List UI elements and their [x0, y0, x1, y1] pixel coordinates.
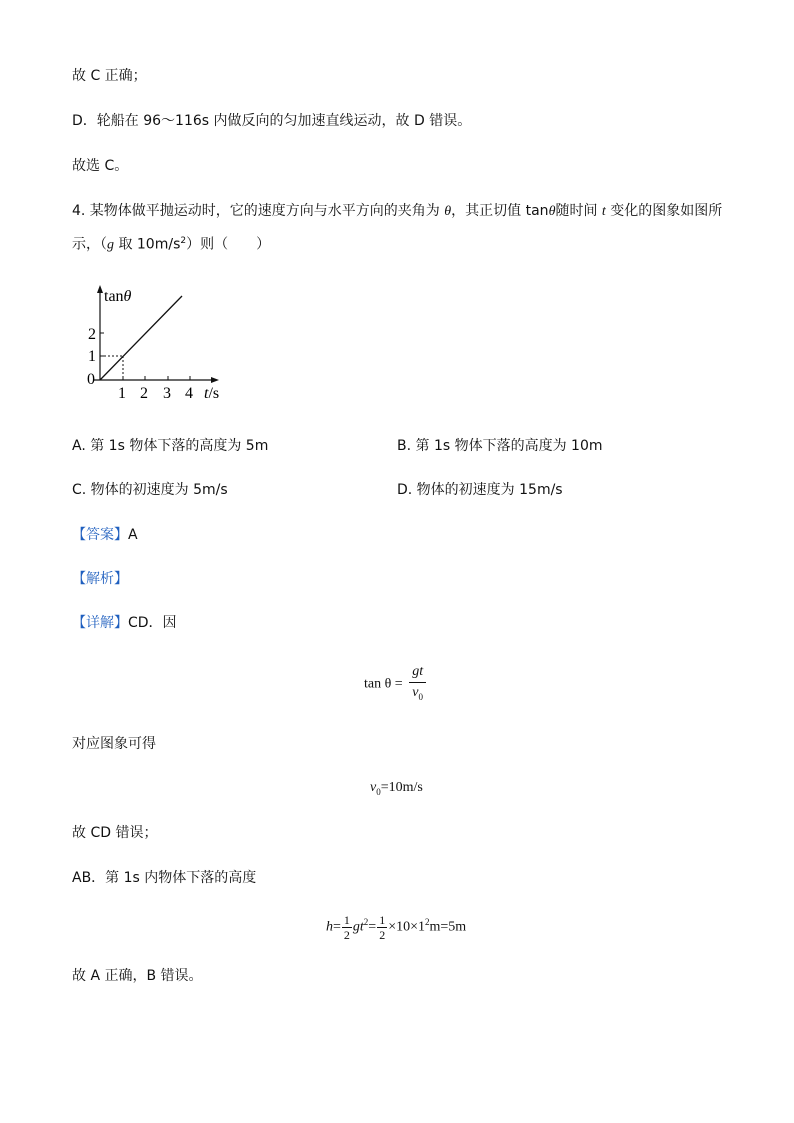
x-tick-label: 1: [118, 385, 126, 402]
answer-line: [72, 525, 138, 545]
detail-label: 【详解】: [72, 615, 128, 631]
eq-half: $\frac{1}{2}$: [343, 912, 350, 942]
q-text: ，其正切值 tan: [451, 203, 549, 219]
text-line: 对应图象可得: [72, 736, 156, 752]
q-text: 随时间: [555, 203, 602, 219]
eq-rest: ×10×1: [388, 919, 425, 935]
text-line: D．轮船在 96～116s 内做反向的匀加速直线运动，故 D 错误。: [72, 113, 472, 129]
q-text: 4. 某物体做平抛运动时，它的速度方向与水平方向的夹角为: [72, 203, 445, 219]
question-text: [72, 231, 270, 256]
y-axis-arrow: [97, 285, 103, 293]
q-theta: θ: [444, 204, 452, 219]
analysis-line: [72, 569, 128, 589]
q-sup: 2: [180, 236, 187, 246]
q-text: 示，（: [72, 236, 107, 253]
x-tick-label: 4: [185, 385, 193, 402]
equation-tan: [364, 662, 426, 707]
option-b[interactable]: B. 第 1s 物体下落的高度为 10m: [397, 438, 603, 454]
option-a[interactable]: A. 第 1s 物体下落的高度为 5m: [72, 438, 269, 454]
y-axis-label: tanθ: [104, 288, 132, 305]
option-d[interactable]: D. 物体的初速度为 15m/s: [397, 482, 563, 498]
q-text: 取 10m/s: [114, 236, 181, 253]
eq-rest: =10m/s: [380, 780, 423, 795]
eq-sup: 2: [425, 917, 430, 927]
q-text: 变化的图象如图所: [605, 203, 723, 219]
eq-sub: 0: [376, 786, 381, 797]
answer-label: 【答案】: [72, 527, 128, 543]
eq-denominator: $v_0$: [412, 685, 424, 702]
option-c[interactable]: C. 物体的初速度为 5m/s: [72, 482, 228, 498]
eq-v: v: [370, 780, 377, 795]
eq-equals: =: [368, 919, 377, 935]
q-theta: θ: [548, 204, 556, 219]
eq-h: h: [326, 919, 333, 935]
eq-lhs: tan θ =: [364, 676, 407, 692]
eq-fraction: [409, 662, 426, 707]
detail-text: CD．因: [128, 615, 177, 631]
eq-rest: m=5m: [429, 919, 467, 935]
eq-equals: =: [333, 919, 341, 935]
y-tick-label: 1: [88, 348, 96, 365]
analysis-label: 【解析】: [72, 571, 128, 587]
q-text: ）则（ ）: [186, 236, 271, 253]
answer-value: A: [128, 527, 138, 543]
text-line: 故选 C。: [72, 158, 129, 174]
eq-sup: 2: [363, 917, 369, 927]
x-axis-label: t/s: [204, 385, 220, 402]
eq-gt: gt: [352, 919, 364, 935]
equation-v0: [370, 778, 423, 802]
tan-theta-graph: [80, 280, 240, 410]
text-line: 故 C 正确；: [72, 68, 147, 84]
y-tick-label: 0: [87, 371, 95, 388]
tan-theta-line: [100, 296, 182, 380]
text-line: 故 A 正确，B 错误。: [72, 968, 203, 984]
x-tick-label: 3: [163, 385, 171, 402]
eq-half: $\frac{1}{2}$: [379, 912, 386, 942]
text-line: AB．第 1s 内物体下落的高度: [72, 870, 257, 886]
text-line: 故 CD 错误；: [72, 825, 158, 841]
q-g: g: [107, 237, 114, 253]
x-axis-arrow: [211, 377, 219, 383]
equation-height: [326, 912, 466, 942]
x-tick-label: 2: [140, 385, 148, 402]
q-t: t: [601, 204, 606, 219]
question-text: [72, 201, 722, 222]
detail-line: [72, 613, 177, 633]
eq-numerator: gt: [409, 662, 426, 683]
y-tick-label: 2: [88, 326, 96, 343]
